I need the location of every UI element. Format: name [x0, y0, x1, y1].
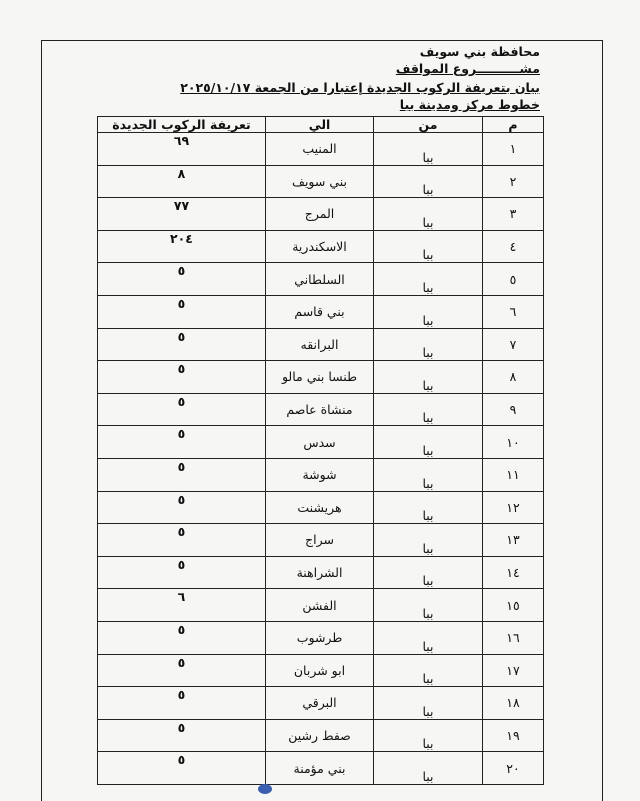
row-to: الشراهنة	[266, 556, 374, 589]
row-num: ١٨	[483, 687, 544, 720]
document-title: بيان بتعريفة الركوب الجديدة إعتبارا من الجمعة ٢٠٢٥/١٠/١٧	[180, 80, 540, 95]
row-num: ١٦	[483, 621, 544, 654]
row-num: ١٠	[483, 426, 544, 459]
row-to: هريشنت	[266, 491, 374, 524]
row-from: ببا	[374, 230, 483, 263]
row-fare: ٥	[98, 458, 266, 491]
row-num: ١٥	[483, 589, 544, 622]
row-fare: ٥	[98, 328, 266, 361]
row-to: بني سويف	[266, 165, 374, 198]
row-num: ١٢	[483, 491, 544, 524]
row-num: ١٩	[483, 719, 544, 752]
table-row	[98, 295, 544, 328]
row-num: ٢	[483, 165, 544, 198]
row-fare: ٥	[98, 719, 266, 752]
row-num: ٣	[483, 198, 544, 231]
table-row	[98, 328, 544, 361]
table-row	[98, 589, 544, 622]
row-to: صفط رشين	[266, 719, 374, 752]
row-from: ببا	[374, 654, 483, 687]
table-header-row	[98, 117, 544, 133]
stamp-mark	[258, 784, 272, 794]
table-row	[98, 458, 544, 491]
row-to: منشاة عاصم	[266, 393, 374, 426]
row-to: طرشوب	[266, 621, 374, 654]
table-row	[98, 230, 544, 263]
table-row	[98, 491, 544, 524]
row-from: ببا	[374, 361, 483, 394]
table-row	[98, 133, 544, 166]
row-from: ببا	[374, 426, 483, 459]
row-from: ببا	[374, 198, 483, 231]
row-fare: ٥	[98, 621, 266, 654]
row-fare: ٦	[98, 589, 266, 622]
row-to: الفشن	[266, 589, 374, 622]
row-to: سدس	[266, 426, 374, 459]
row-from: ببا	[374, 295, 483, 328]
row-from: ببا	[374, 621, 483, 654]
row-fare: ٥	[98, 524, 266, 557]
row-from: ببا	[374, 165, 483, 198]
header-fare: تعريفة الركوب الجديدة	[98, 117, 266, 133]
project-name: مشــــــــــروع المواقف	[395, 61, 540, 76]
header-num: م	[483, 117, 544, 133]
table-row	[98, 556, 544, 589]
row-num: ١٤	[483, 556, 544, 589]
row-from: ببا	[374, 556, 483, 589]
row-from: ببا	[374, 328, 483, 361]
table-row	[98, 524, 544, 557]
table-row	[98, 165, 544, 198]
table-row	[98, 426, 544, 459]
row-fare: ٧٧	[98, 198, 266, 231]
row-from: ببا	[374, 133, 483, 166]
row-num: ٦	[483, 295, 544, 328]
row-to: بني مؤمنة	[266, 752, 374, 785]
row-fare: ٥	[98, 361, 266, 394]
row-fare: ٨	[98, 165, 266, 198]
document-subtitle: خطوط مركز ومدينة ببا	[399, 97, 540, 112]
row-fare: ٥	[98, 752, 266, 785]
row-to: المرج	[266, 198, 374, 231]
table-row	[98, 263, 544, 296]
row-fare: ٥	[98, 263, 266, 296]
row-num: ٨	[483, 361, 544, 394]
row-fare: ٥	[98, 426, 266, 459]
row-fare: ٥	[98, 556, 266, 589]
row-num: ٥	[483, 263, 544, 296]
row-to: البرانقه	[266, 328, 374, 361]
row-from: ببا	[374, 589, 483, 622]
header-to: الي	[266, 117, 374, 133]
row-to: سراج	[266, 524, 374, 557]
row-from: ببا	[374, 687, 483, 720]
tariff-table	[97, 116, 544, 785]
row-num: ٩	[483, 393, 544, 426]
row-from: ببا	[374, 752, 483, 785]
row-fare: ٦٩	[98, 133, 266, 166]
row-from: ببا	[374, 491, 483, 524]
row-fare: ٥	[98, 687, 266, 720]
row-to: ابو شربان	[266, 654, 374, 687]
table-row	[98, 361, 544, 394]
row-to: البرقي	[266, 687, 374, 720]
row-fare: ٢٠٤	[98, 230, 266, 263]
row-to: المنيب	[266, 133, 374, 166]
row-num: ١١	[483, 458, 544, 491]
table-row	[98, 719, 544, 752]
row-num: ١٧	[483, 654, 544, 687]
header-from: من	[374, 117, 483, 133]
row-fare: ٥	[98, 295, 266, 328]
table-row	[98, 654, 544, 687]
row-to: شوشة	[266, 458, 374, 491]
governorate-name: محافظة بني سويف	[419, 44, 540, 59]
row-from: ببا	[374, 458, 483, 491]
row-to: بني قاسم	[266, 295, 374, 328]
row-num: ١٣	[483, 524, 544, 557]
row-num: ٢٠	[483, 752, 544, 785]
row-to: الاسكندرية	[266, 230, 374, 263]
row-fare: ٥	[98, 654, 266, 687]
table-row	[98, 198, 544, 231]
row-from: ببا	[374, 393, 483, 426]
row-num: ١	[483, 133, 544, 166]
table-row	[98, 687, 544, 720]
table-row	[98, 621, 544, 654]
row-to: طنسا بني مالو	[266, 361, 374, 394]
row-from: ببا	[374, 263, 483, 296]
row-num: ٧	[483, 328, 544, 361]
table-row	[98, 393, 544, 426]
table-row	[98, 752, 544, 785]
row-fare: ٥	[98, 393, 266, 426]
row-from: ببا	[374, 524, 483, 557]
row-fare: ٥	[98, 491, 266, 524]
row-from: ببا	[374, 719, 483, 752]
row-to: السلطاني	[266, 263, 374, 296]
row-num: ٤	[483, 230, 544, 263]
